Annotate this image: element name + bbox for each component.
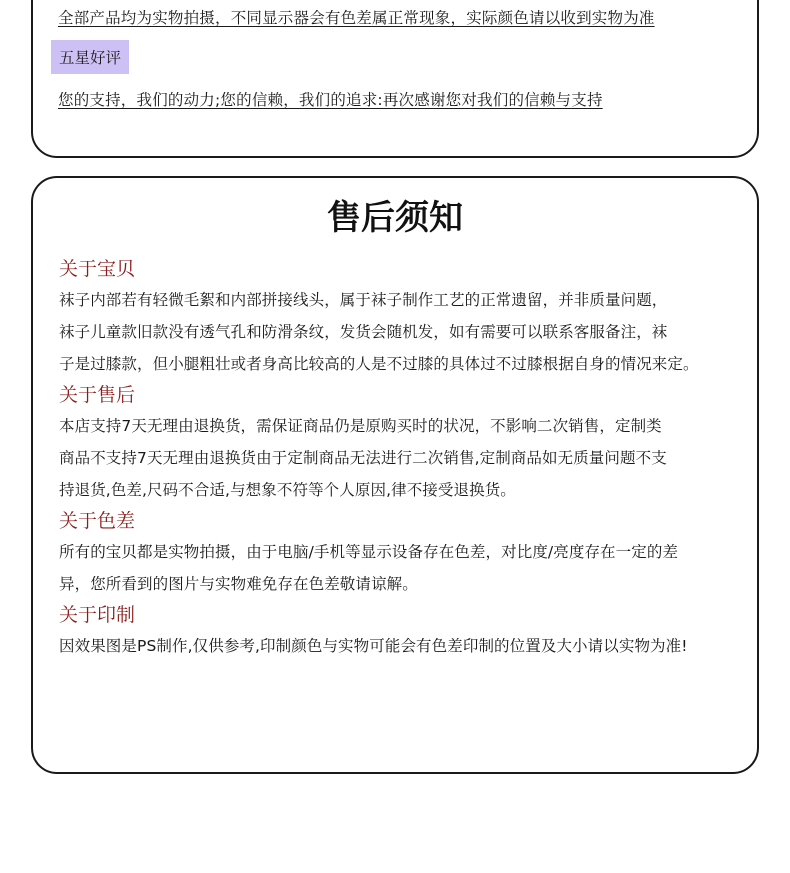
section-heading-printing: 关于印制: [59, 604, 136, 626]
section-heading-after-sales: 关于售后: [59, 384, 136, 406]
section-heading-product: 关于宝贝: [59, 258, 136, 280]
section-text-line: 所有的宝贝都是实物拍摄，由于电脑/手机等显示设备存在色差，对比度/亮度存在一定的差: [59, 543, 679, 561]
after-sales-card: [31, 176, 759, 774]
section-text-line: 商品不支持7天无理由退换货由于定制商品无法进行二次销售,定制商品如无质量问题不支: [59, 449, 667, 467]
after-sales-content: [59, 254, 749, 662]
five-star-badge: 五星好评: [51, 40, 129, 74]
section-text-line: 子是过膝款，但小腿粗壮或者身高比较高的人是不过膝的具体过不过膝根据自身的情况来定。: [59, 355, 699, 373]
section-text-line: 异，您所看到的图片与实物难免存在色差敬请谅解。: [59, 575, 418, 593]
section-text-line: 因效果图是PS制作,仅供参考,印制颜色与实物可能会有色差印制的位置及大小请以实物为准!: [59, 637, 688, 655]
section-text-line: 袜子儿童款旧款没有透气孔和防滑条纹，发货会随机发，如有需要可以联系客服备注，袜: [59, 323, 668, 341]
photo-disclaimer-text: 全部产品均为实物拍摄，不同显示器会有色差属正常现象，实际颜色请以收到实物为准: [58, 9, 655, 27]
product-note-card: [31, 0, 759, 158]
section-text-line: 持退货,色差,尺码不合适,与想象不符等个人原因,律不接受退换货。: [59, 481, 516, 499]
thanks-text: 您的支持，我们的动力;您的信赖，我们的追求:再次感谢您对我们的信赖与支持: [58, 91, 603, 109]
section-text-line: 袜子内部若有轻微毛絮和内部拼接线头，属于袜子制作工艺的正常遗留，并非质量问题，: [59, 291, 668, 309]
section-text-line: 本店支持7天无理由退换货，需保证商品仍是原购买时的状况，不影响二次销售，定制类: [59, 417, 662, 435]
after-sales-title: 售后须知: [327, 198, 463, 238]
section-heading-color: 关于色差: [59, 510, 136, 532]
